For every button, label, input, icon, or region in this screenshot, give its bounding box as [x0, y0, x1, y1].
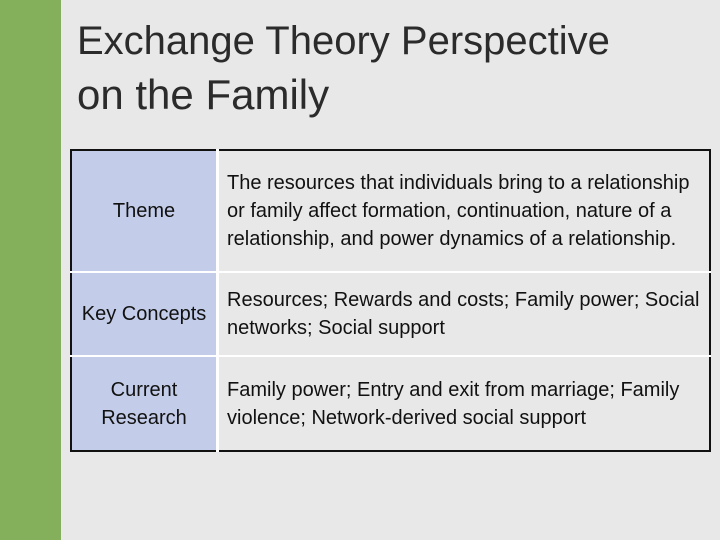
slide-title	[77, 14, 697, 122]
slide-title-line-1: Exchange Theory Perspective	[77, 19, 610, 63]
row-description-current-research: Family power; Entry and exit from marriage; Family violence; Network-derived social support	[218, 356, 711, 451]
row-term-key-concepts: Key Concepts	[71, 272, 218, 356]
row-description-key-concepts: Resources; Rewards and costs; Family power; Social networks; Social support	[218, 272, 711, 356]
row-term-theme: Theme	[71, 150, 218, 272]
table-row	[71, 150, 710, 272]
side-accent-bar	[0, 0, 61, 540]
row-description-theme: The resources that individuals bring to a relationship or family affect formation, continuation, nature of a relationship, and power dynamics of a relationship.	[218, 150, 711, 272]
row-term-current-research: Current Research	[71, 356, 218, 451]
slide-title-line-2: on the Family	[77, 71, 330, 118]
table-row	[71, 356, 710, 451]
table-row	[71, 272, 710, 356]
theory-table	[70, 149, 711, 452]
